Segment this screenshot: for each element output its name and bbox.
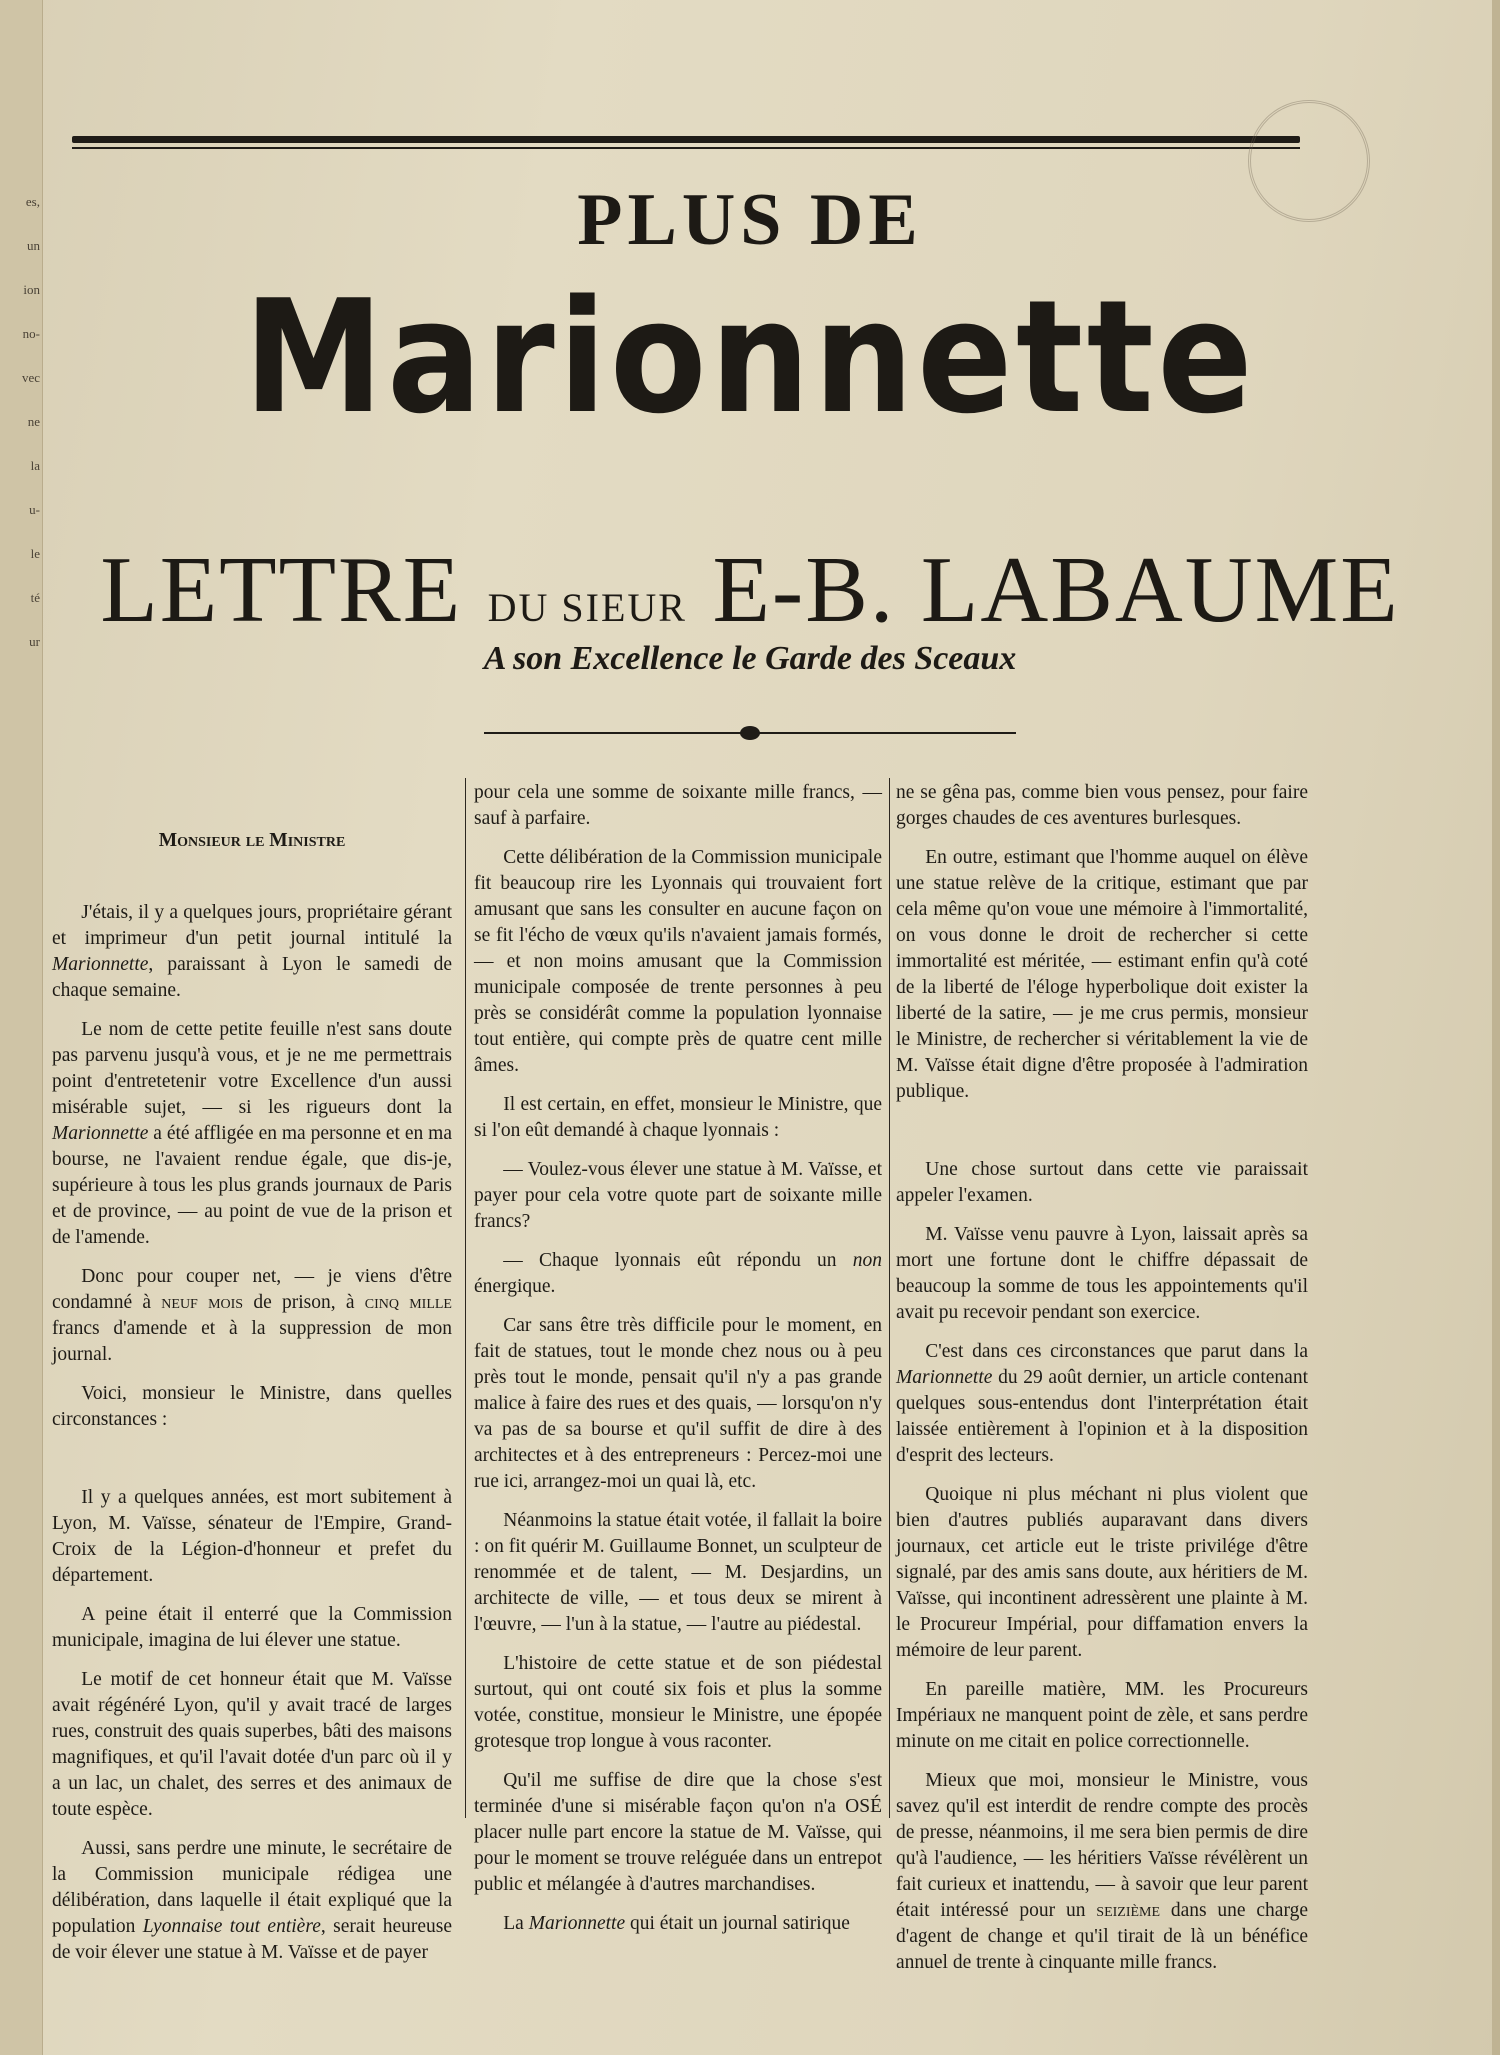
masthead-title: Marionnette <box>243 266 1257 448</box>
paragraph: Le motif de cet honneur était que M. Vaïsse avait régénéré Lyon, qu'il y avait tracé de larges rues, construit des quais superbes, bâti des maisons magnifiques, et qu'il l'avait dotée d'un parc où il y a un lac, un chalet, des serres et des animaux de toute espèce. <box>52 1669 452 1820</box>
paragraph: Quoique ni plus méchant ni plus violent que bien d'autres publiés auparavant dans divers journaux, cet article eut le triste privilége d'être signalé, par des amis sans doute, aux héritiers de M. Vaïsse, qui incontinent adressèrent une plainte à M. le Procureur Impérial, pour diffamation envers la mémoire de leur parent. <box>896 1484 1308 1661</box>
headline-name: E-B. LABAUME <box>686 538 1400 642</box>
column-rule <box>889 778 890 1818</box>
paragraph: Une chose surtout dans cette vie paraissait appeler l'examen. <box>896 1159 1308 1206</box>
paragraph: — Chaque lyonnais eût répondu un non énergique. <box>474 1250 882 1297</box>
paragraph: En outre, estimant que l'homme auquel on élève une statue relève de la critique, estimant que par cela même qu'on voue une mémoire à l'immortalité, on vous donne le droit de rechercher si cette immortalité est méritée, — estimant enfin qu'à coté de la liberté de l'éloge hyperbolique doit exister la liberté de la satire, — je me crus permis, monsieur le Ministre, de rechercher si véritablement la vie de M. Vaïsse était digne d'être proposée à l'admiration publique. <box>896 847 1308 1102</box>
paragraph: C'est dans ces circonstances que parut dans la Marionnette du 29 août dernier, un article contenant quelques sous-entendus dont l'interprétation était laissée entièrement à l'opinion et à la disposition d'esprit des lecteurs. <box>896 1341 1308 1466</box>
paragraph: La Marionnette qui était un journal satirique <box>503 1913 850 1934</box>
paragraph: Le nom de cette petite feuille n'est sans doute pas parvenu jusqu'à vous, et je ne me permettrais point d'entretetenir votre Excellence d'un aussi misérable sujet, — si les rigueurs dont la Marionnette a été affligée en ma personne et en ma bourse, ne l'avaient rendue égale, que dis-je, supérieure à tous les plus grands journaux de Paris et de province, — au point de vue de la prison et de l'amende. <box>52 1019 452 1248</box>
paragraph: ne se gêna pas, comme bien vous pensez, pour faire gorges chaudes de ces aventures burlesques. <box>896 782 1308 829</box>
column-2 <box>474 780 882 1950</box>
paragraph: Qu'il me suffise de dire que la chose s'est terminée d'une si misérable façon qu'on n'a OSÉ placer nulle part encore la statue de M. Vaïsse, qui pour le moment se trouve reléguée dans un entrepot public et mélangée à d'autres marchandises. <box>474 1770 882 1895</box>
paragraph: — Voulez-vous élever une statue à M. Vaïsse, et payer pour cela votre quote part de soixante mille francs? <box>474 1159 882 1232</box>
paragraph: L'histoire de cette statue et de son piédestal surtout, qui ont couté six fois et plus la somme votée, constitue, monsieur le Ministre, une épopée grotesque trop longue à vous raconter. <box>474 1653 882 1752</box>
paragraph: Cette délibération de la Commission municipale fit beaucoup rire les Lyonnais qui trouvaient fort amusant que sans les consulter en aucune façon on se fit l'écho de vœux qu'ils n'avaient jamais formés, — et non moins amusant que la Commission municipale composée de trente personnes à peu près se considérât comme la population lyonnaise tout entière, qui compte près de quatre cent mille âmes. <box>474 847 882 1076</box>
column-1 <box>52 780 452 1979</box>
edge-fragment: ur <box>29 634 40 649</box>
salutation: Monsieur le Ministre <box>158 830 346 851</box>
paragraph: Voici, monsieur le Ministre, dans quelles circonstances : <box>52 1383 452 1430</box>
edge-fragment: un <box>27 238 40 253</box>
previous-page-edge <box>0 0 43 2055</box>
masthead-thin-rule <box>72 147 1300 149</box>
edge-fragment: té <box>30 590 40 605</box>
headline-ieur: IEUR <box>585 585 687 630</box>
paragraph: Il y a quelques années, est mort subitement à Lyon, M. Vaïsse, sénateur de l'Empire, Grand-Croix de la Légion-d'honneur et prefet du département. <box>52 1487 452 1586</box>
paragraph: Donc pour couper net, — je viens d'être condamné à neuf mois de prison, à cinq mille francs d'amende et à la suppression de mon journal. <box>52 1266 452 1365</box>
paragraph: Néanmoins la statue était votée, il fallait la boire : on fit quérir M. Guillaume Bonnet, un sculpteur de renommée et de talent, — M. Desjardins, un architecte de ville, — et tous deux se mirent à l'œuvre, — l'un à la statue, — l'autre au piédestal. <box>474 1510 882 1635</box>
paragraph: A peine était il enterré que la Commission municipale, imagina de lui élever une statue. <box>52 1604 452 1651</box>
edge-fragment: vec <box>21 370 40 385</box>
ornament-divider <box>484 726 1016 740</box>
column-3 <box>896 780 1308 1989</box>
headline-subtitle: A son Excellence le Garde des Sceaux <box>483 640 1017 677</box>
masthead-top-rule <box>72 136 1300 143</box>
edge-fragment: no- <box>22 326 40 341</box>
ornament-center <box>740 726 760 740</box>
paragraph: Car sans être très difficile pour le moment, en fait de statues, tout le monde chez nous ou à peu près tout le monde, pensait qu'il n'y a pas grande malice à faire des rues et des quais, — lorsqu'on n'y va pas de sa bourse et qu'il suffit de dire à des architectes et à des entrepreneurs : Percez-moi une rue ici, arrangez-moi un quai là, etc. <box>474 1315 882 1492</box>
paragraph: Il est certain, en effet, monsieur le Ministre, que si l'on eût demandé à chaque lyonnais : <box>474 1094 882 1141</box>
column-rule <box>465 778 466 1818</box>
edge-fragment: u- <box>29 502 40 517</box>
paragraph: J'étais, il y a quelques jours, propriétaire gérant et imprimeur d'un petit journal intitulé la Marionnette, paraissant à Lyon le samedi de chaque semaine. <box>52 902 452 1001</box>
edge-fragment: le <box>30 546 40 561</box>
paragraph: En pareille matière, MM. les Procureurs Impériaux ne manquent point de zèle, et sans perdre minute on me citait en police correctionnelle. <box>896 1679 1308 1752</box>
headline-lettre: LETTRE <box>100 538 488 642</box>
edge-fragment: la <box>30 458 40 473</box>
paragraph: Mieux que moi, monsieur le Ministre, vous savez qu'il est interdit de rendre compte des procès de presse, néanmoins, il me sera bien permis de dire qu'à l'audience, — les héritiers Vaïsse révélèrent un fait curieux et inattendu, — à savoir que leur parent était intéressé pour un seizième dans une charge d'agent de change et qu'il tirait de là un bénéfice annuel de trente à cinquante mille francs. <box>896 1770 1308 1973</box>
edge-fragment: ne <box>27 414 40 429</box>
paragraph: M. Vaïsse venu pauvre à Lyon, laissait après sa mort une fortune dont le chiffre dépassait de beaucoup la somme de tous les appointements qu'il avait pu recevoir pendant son exercice. <box>896 1224 1308 1323</box>
headline-du-s: DU S <box>487 585 586 630</box>
masthead-prefix: PLUS DE <box>577 179 923 261</box>
paragraph: Aussi, sans perdre une minute, le secrétaire de la Commission municipale rédigea une délibération, dans laquelle il était expliqué que la population Lyonnaise tout entière, serait heureuse de voir élever une statue à M. Vaïsse et de payer <box>52 1838 452 1963</box>
edge-fragment: es, <box>25 194 40 209</box>
paragraph: pour cela une somme de soixante mille francs, — sauf à parfaire. <box>474 782 882 829</box>
edge-fragment: ion <box>23 282 40 297</box>
page-right-edge <box>1492 0 1500 2055</box>
